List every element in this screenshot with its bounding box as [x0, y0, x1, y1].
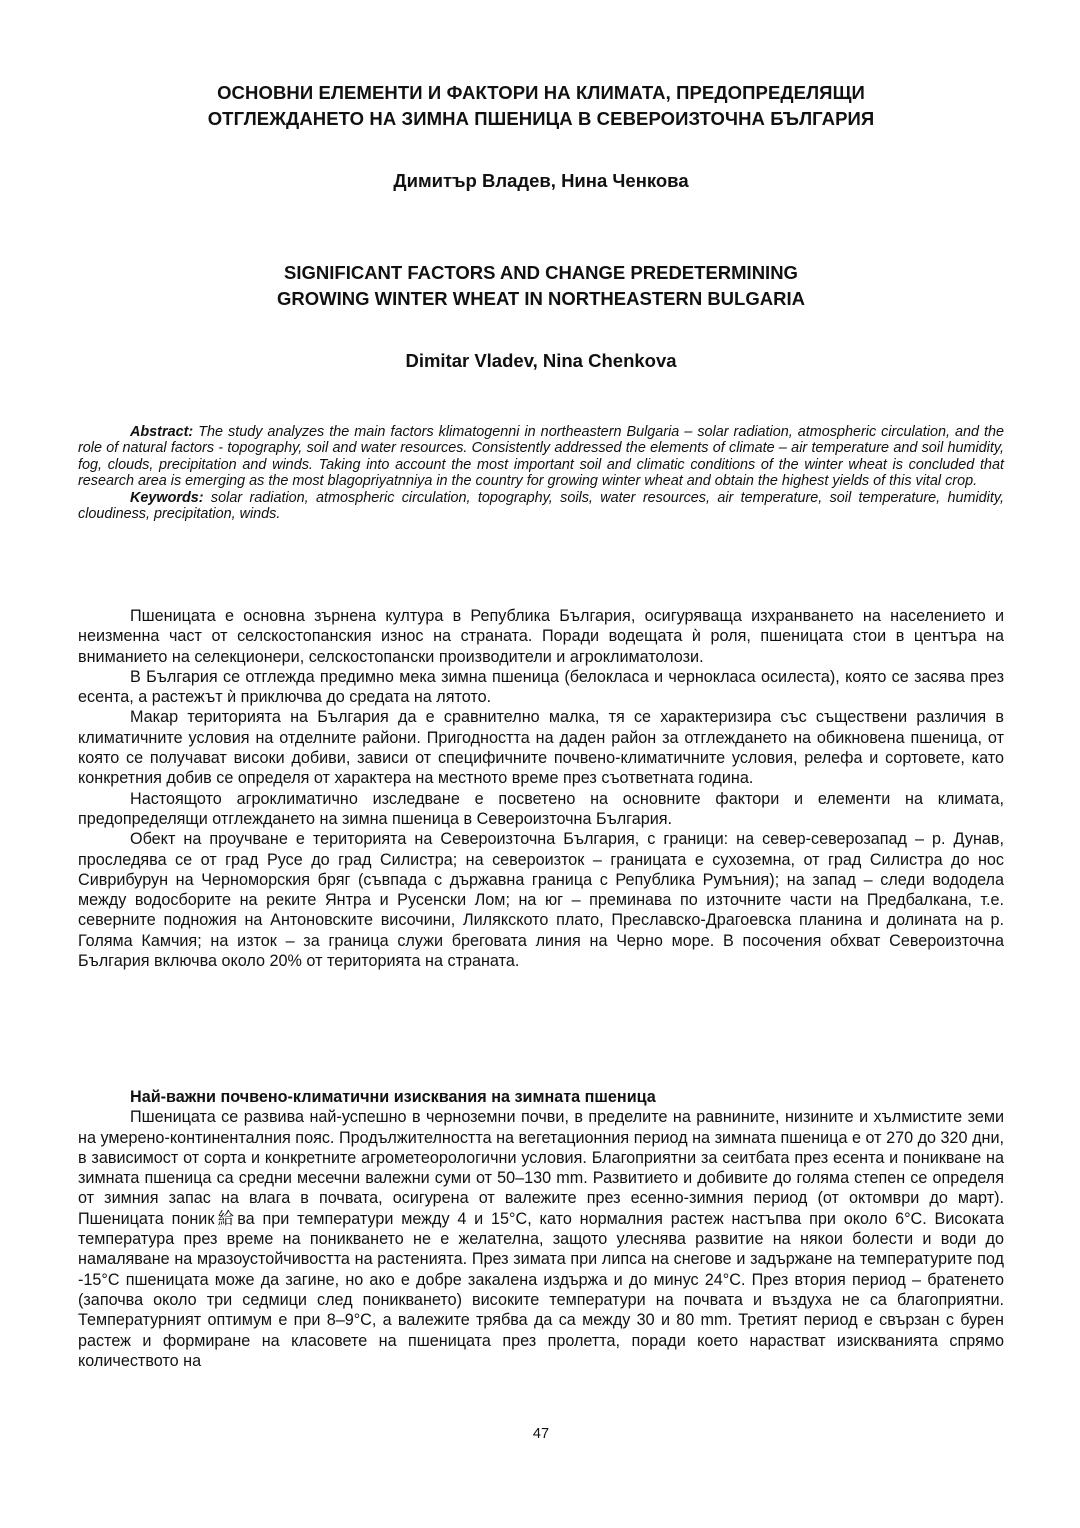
abstract-label: Abstract: — [130, 424, 194, 440]
keywords-paragraph — [78, 490, 1004, 523]
section-paragraph-1: Пшеницата се развива най-успешно в черноземни почви, в пределите на равнините, низините и хълмистите земи на умерено-континенталния пояс. Продължителността на вегетационния период на зимната пшеница е от 270 до 320 дни, в зависимост от сорта и конкретните агрометеорологични условия. Благоприятни за сеитбата през есента и поникване на зимната пшеница са средни месечни валежни суми от 50–130 mm. Развитието и добивите до голяма степен се определя от зимния запас на влага в почвата, осигурена от валежите през есенно-зимния период (от октомври до март). Пшеницата поник給ва при температури между 4 и 15°C, като нормалния растеж настъпва при около 6°C. Високата температура през време на поникването не е желателна, защото улеснява развитие на някои болести и води до намаляване на мразоустойчивостта на растенията. През зимата при липса на снегове и задържане на температурите под -15°C пшеницата може да загине, но ако е добре закалена издържа и до минус 24°C. През втория период – братенето (започва около три седмици след поникването) високите температури на почвата и въздуха не са благоприятни. Температурният оптимум е при 8–9°C, а валежите трябва да са между 30 и 80 mm. Третият период е свързан с бурен растеж и формиране на класовете на пшеницата през пролетта, поради което нарастват изискванията спрямо количеството на — [78, 1108, 1004, 1370]
authors-bulgarian: Димитър Владев, Нина Ченкова — [393, 170, 689, 191]
body-paragraph-5: Обект на проучване е територията на Североизточна България, с граници: на север-северозапад – р. Дунав, проследява се от град Русе до град Силистра; на североизток – границата е сухоземна, от град Силистра до нос Сиврибурун на Черноморския бряг (съвпада с държавна граница с Република Румъния); на запад – следи вододела между водосборите на реките Янтра и Русенски Лом; на юг – преминава по източните части на Предбалкана, т.е. северните подножия на Антоновските височини, Лилякското плато, Преславско-Драгоевска планина и долината на р. Голяма Камчия; на изток – за граница служи бреговата линия на Черно море. В посочения обхват Североизточна България включва около 20% от територията на страната. — [78, 830, 1004, 971]
keywords-text: solar radiation, atmospheric circulation, topography, soils, water resources, air temperature, soil temperature, humidity, cloudiness, precipitation, winds. — [78, 489, 1004, 523]
section-wheat-requirements — [78, 1087, 1004, 1371]
title-english — [78, 260, 1004, 312]
authors-english: Dimitar Vladev, Nina Chenkova — [405, 350, 677, 371]
title-bulgarian-line-2: ОТГЛЕЖДАНЕТО НА ЗИМНА ПШЕНИЦА В СЕВЕРОИЗТОЧНА БЪЛГАРИЯ — [207, 108, 875, 129]
section-heading: Най-важни почвено-климатични изисквания на зимната пшеница — [130, 1088, 656, 1106]
keywords-label: Keywords: — [130, 489, 204, 506]
page-number: 47 — [532, 1426, 550, 1442]
body-text — [78, 606, 1004, 971]
title-bulgarian — [78, 80, 1004, 132]
body-paragraph-3: Макар територията на България да е сравнително малка, тя се характеризира със съществени различия в климатичните условия на отделните райони. Пригодността на даден район за отглеждането на обикновена пшеница, от която се получават високи добиви, зависи от специфичните почвено-климатичните условия, релефа и сортовете, като конкретния добив се определя от характера на местното време през съответната година. — [78, 708, 1004, 788]
body-paragraph-4: Настоящото агроклиматично изследване е посветено на основните фактори и елементи на климата, предопределящи отглеждането на зимна пшеница в Североизточна България. — [78, 789, 1004, 828]
title-bulgarian-line-1: ОСНОВНИ ЕЛЕМЕНТИ И ФАКТОРИ НА КЛИМАТА, ПРЕДОПРЕДЕЛЯЩИ — [217, 82, 865, 103]
paper-page — [78, 0, 1004, 1528]
abstract-paragraph — [78, 424, 1004, 490]
body-paragraph-1: Пшеницата е основна зърнена култура в Република България, осигуряваща изхранването на населението и неизменна част от селскостопанския износ на страната. Поради водещата ѝ роля, пшеницата стои в центъра на вниманието на селекционери, селскостопански производители и агроклиматолози. — [78, 607, 1004, 666]
abstract-block — [78, 424, 1004, 522]
title-english-line-2: GROWING WINTER WHEAT IN NORTHEASTERN BULGARIA — [277, 288, 805, 309]
abstract-text: The study analyzes the main factors klimatogenni in northeastern Bulgaria – solar radiation, atmospheric circulation, and the role of natural factors - topography, soil and water resources. Consistently addressed the elements of climate – air temperature and soil humidity, fog, clouds, precipitation and winds. Taking into account the most important soil and climatic conditions of the winter wheat is concluded that research area is emerging as the most blagopriyatnniya in the country for growing winter wheat and obtain the highest yields of this vital crop. — [78, 424, 1004, 490]
title-english-line-1: SIGNIFICANT FACTORS AND CHANGE PREDETERMINING — [284, 262, 798, 283]
body-paragraph-2: В България се отглежда предимно мека зимна пшеница (белокласа и чернокласа осилеста), която се засява през есента, а растежът ѝ приключва до средата на лятото. — [78, 667, 1004, 707]
